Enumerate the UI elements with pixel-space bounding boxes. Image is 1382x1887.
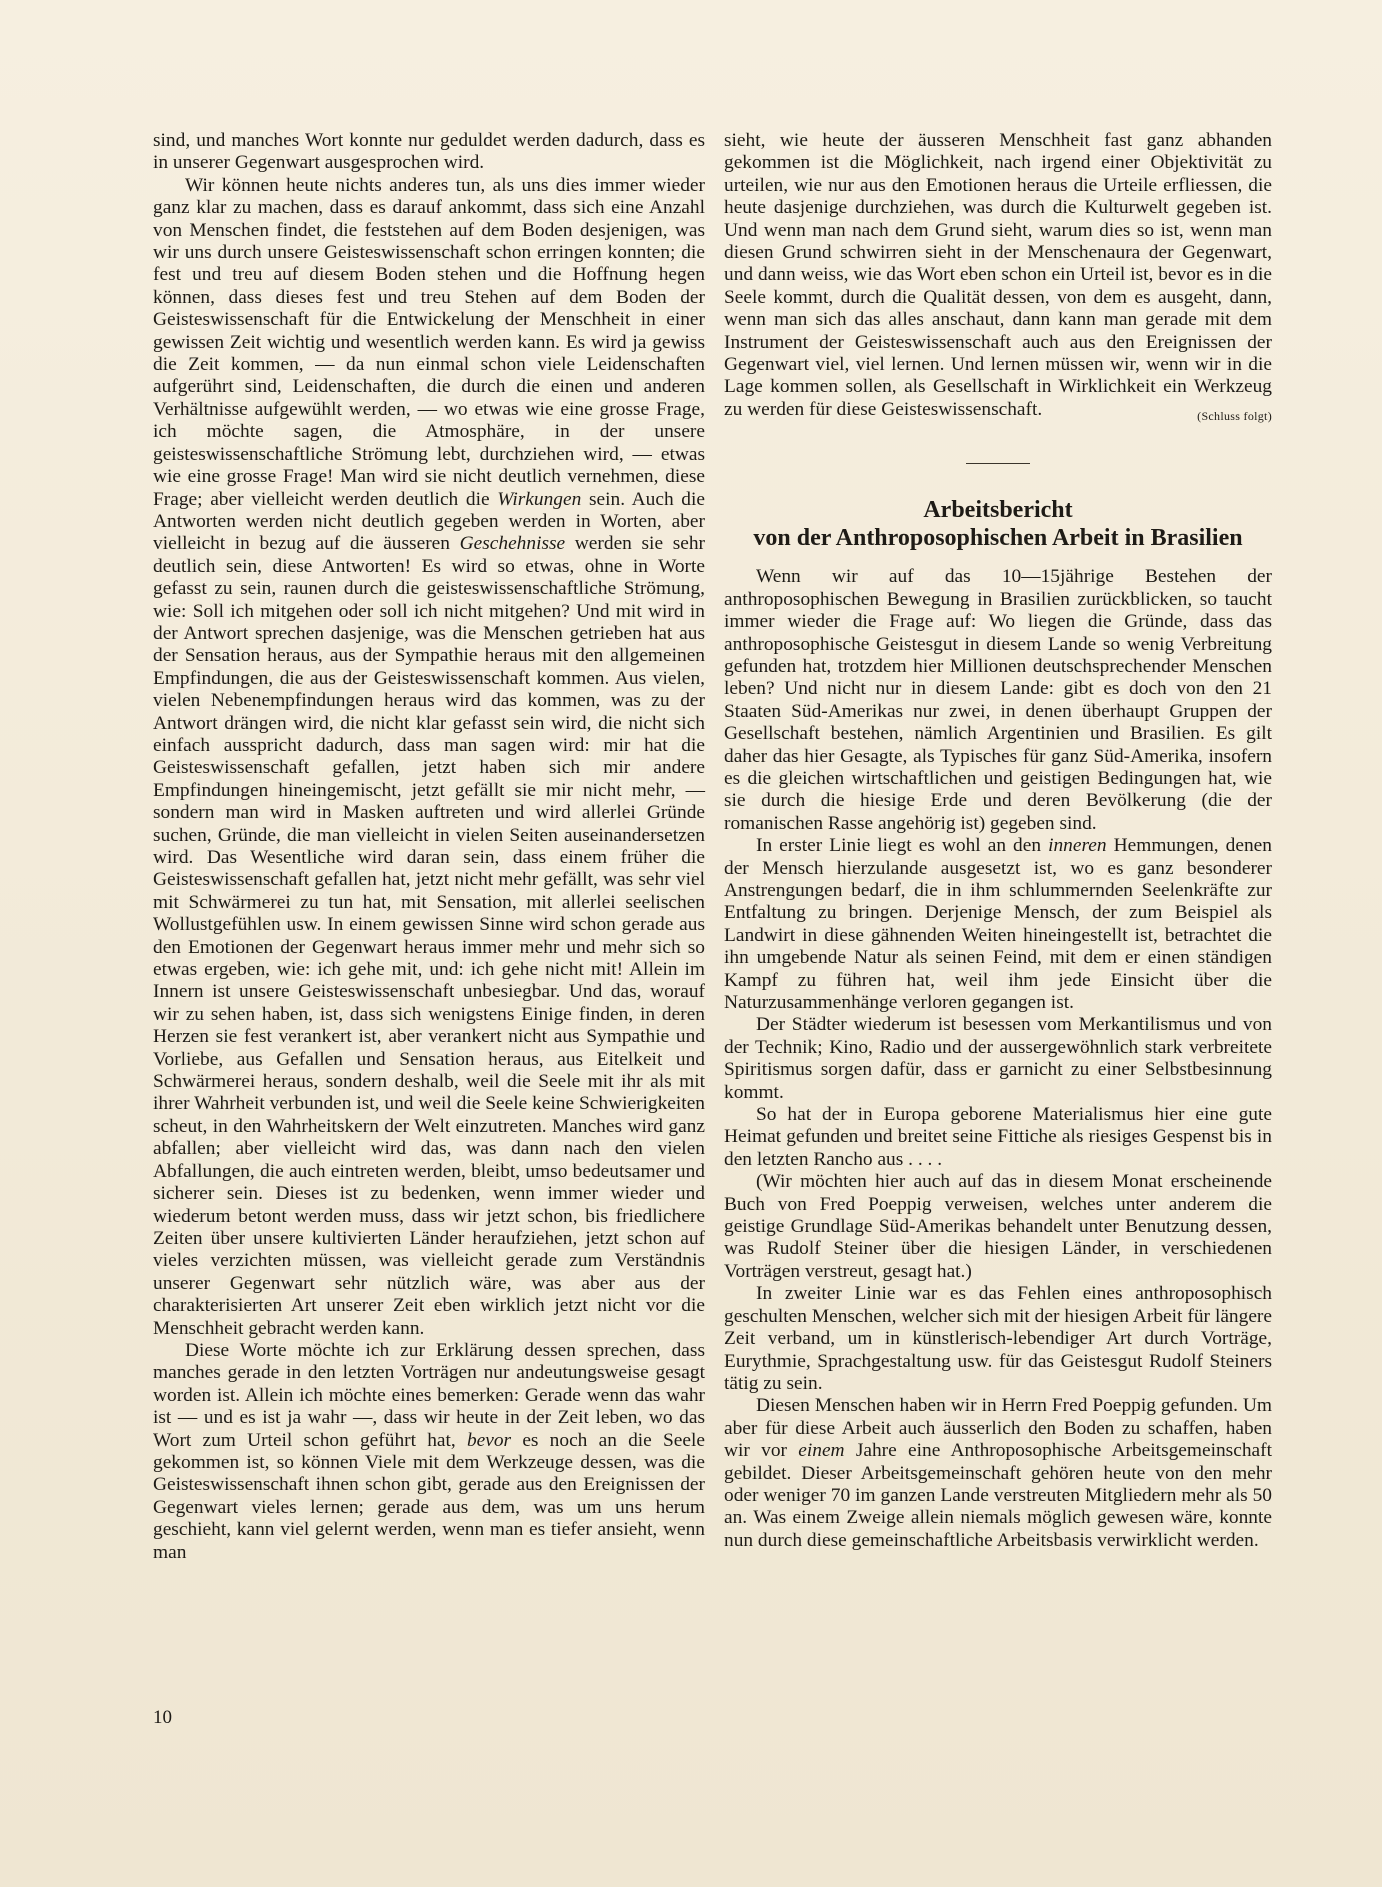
section-divider <box>966 463 1030 464</box>
article-paragraph-6: In zweiter Linie war es das Fehlen eines anthroposophisch geschulten Menschen, welcher sich mit der hiesigen Arbeit für längere Zeit verband, um in künstlerisch-lebendiger Art durch Vorträge, Eurythmie, Sprachgestaltung usw. für das Geistesgut Rudolf Steiners tätig zu sein. <box>724 1283 1272 1394</box>
left-paragraph-1: sind, und manches Wort konnte nur geduldet werden dadurch, dass es in unserer Gegenwart ausgesprochen wird. <box>153 130 705 174</box>
right-continuation-paragraph <box>724 130 1272 421</box>
left-paragraph-2: Wir können heute nichts anderes tun, als uns dies immer wieder ganz klar zu machen, dass es darauf ankommt, dass sich eine Anzahl von Menschen findet, die feststehen auf dem Boden desjenigen, was wir uns durch unsere Geisteswissenschaft schon erringen konnten; die fest und treu auf diesem Boden stehen und die Hoffnung hegen können, dass dieses fest und treu Stehen auf dem Boden der Geisteswissenschaft für die Entwickelung der Menschheit in einer gewissen Zeit wichtig und wesentlich werden kann. Es wird ja gewiss die Zeit kommen, — da nun einmal schon viele Leidenschaften aufgerührt sind, Leidenschaften, die durch die einen und anderen Verhältnisse aufgewühlt werden, — wo etwas wie eine grosse Frage, ich möchte sagen, die Atmosphäre, in der unsere geisteswissenschaftliche Strömung lebt, durchziehen wird, — etwas wie eine grosse Frage! Man wird sie nicht deutlich vernehmen, diese Frage; aber vielleicht werden deutlich die Wirkungen sein. Auch die Antworten werden nicht deutlich gegeben werden in Worten, aber vielleicht in bezug auf die äusseren Geschehnisse werden sie sehr deutlich sein, diese Antworten! Es wird so etwas, ohne in Worte gefasst zu sein, raunen durch die geisteswissenschaftliche Strömung, wie: Soll ich mitgehen oder soll ich nicht mitgehen? Und mit wird in der Antwort sprechen dasjenige, was die Menschen getrieben hat aus der Sensation heraus, aus der Sympathie heraus mit den allgemeinen Empfindungen, die aus der Geisteswissenschaft kommen. Aus vielen, vielen Nebenempfindungen heraus wird das kommen, was zu der Antwort drängen wird, die nicht klar gefasst sein wird, die nicht sich einfach ausspricht dadurch, dass man sagen wird: mir hat die Geisteswissenschaft gefallen, jetzt haben sich mir andere Empfindungen hineingemischt, jetzt gefällt sie mir nicht mehr, — sondern man wird in Masken auftreten und wird allerlei Gründe suchen, Gründe, die man vielleicht in vielen Seiten auseinandersetzen wird. Das Wesentliche wird daran sein, dass einem früher die Geisteswissenschaft gefallen hat, jetzt nicht mehr gefällt, was sehr viel mit Schwärmerei zu tun hat, mit Sensation, mit allerlei seelischen Wollustgefühlen usw. In einem gewissen Sinne wird schon gerade aus den Emotionen der Gegenwart heraus immer mehr und mehr sich so etwas ergeben, wie: ich gehe mit, und: ich gehe nicht mit! Allein im Innern ist unsere Geisteswissenschaft unbesiegbar. Und das, worauf wir zu sehen haben, ist, dass sich wenigstens Einige finden, in deren Herzen sie fest verankert ist, aber verankert nicht aus Sympathie und Vorliebe, aus Gefallen und Sensation heraus, aus Eitelkeit und Schwärmerei heraus, sondern deshalb, weil die Seele mit ihr als mit ihrer Wahrheit verbunden ist, und weil die Seele keine Schwierigkeiten scheut, in den Wahrheitskern der Welt einzutreten. Manches wird ganz abfallen; aber vielleicht wird das, was dann nach den vielen Abfallungen, die auch eintreten werden, bleibt, umso bedeutsamer und sicherer sein. Dieses ist zu bedenken, wenn immer wieder und wiederum betont werden muss, dass wir jetzt schon, bis friedlichere Zeiten über unsere kultivierten Länder heraufziehen, jetzt schon auf vieles verzichten müssen, was vielleicht gerade zum Verständnis unserer Gegenwart sehr nützlich wäre, was aber aus der charakterisierten Art unserer Zeit eben wirklich jetzt nicht vor die Menschheit gebracht werden kann. <box>153 174 706 1339</box>
left-paragraph-3: Diese Worte möchte ich zur Erklärung dessen sprechen, dass manches gerade in den letzten Vorträgen nur andeutungsweise gesagt worden ist. Allein ich möchte eines bemerken: Gerade wenn das wahr ist — und es ist ja wahr —, dass wir heute in der Zeit leben, wo das Wort zum Urteil schon geführt hat, bevor es noch an die Seele gekommen ist, so können Viele mit dem Werkzeuge dessen, was die Geisteswissenschaft ihnen schon gibt, gerade aus den Ereignissen der Gegenwart vieles lernen; gerade aus dem, was um uns herum geschieht, kann viel gelernt werden, wenn man es tiefer ansieht, wenn man <box>153 1339 705 1563</box>
article-title-line-2: von der Anthroposophischen Arbeit in Brasilien <box>753 525 1243 552</box>
left-column <box>153 130 705 1564</box>
continued-note: (Schluss folgt) <box>1197 408 1272 423</box>
article-heading <box>724 496 1272 552</box>
article-paragraph-4: So hat der in Europa geborene Materialismus hier eine gute Heimat gefunden und breitet seine Fittiche als riesiges Gespenst bis in den letzten Rancho aus . . . . <box>724 1104 1272 1170</box>
page-number: 10 <box>153 1707 172 1728</box>
article-paragraph-1: Wenn wir auf das 10—15jährige Bestehen der anthroposophischen Bewegung in Brasilien zurückblicken, so taucht immer wieder die Frage auf: Wo liegen die Gründe, dass das anthroposophische Geistesgut in diesem Lande so wenig Verbreitung gefunden hat, trotzdem hier Millionen deutschsprechender Menschen leben? Und nicht nur in diesem Lande: gibt es doch von den 21 Staaten Süd-Amerikas nur zwei, in denen überhaupt Gruppen der Gesellschaft bestehen, nämlich Argentinien und Brasilien. Es gilt daher das hier Gesagte, als Typisches für ganz Süd-Amerika, insofern es die gleichen wirtschaftlichen und geistigen Bedingungen hat, wie sie durch die hiesige Erde und deren Bevölkerung (die der romanischen Rasse angehörig ist) gegeben sind. <box>724 566 1272 834</box>
article-paragraph-2: In erster Linie liegt es wohl an den inneren Hemmungen, denen der Mensch hierzulande ausgesetzt ist, wo es ganz besonderer Anstrengungen bedarf, die in ihm schlummernden Seelenkräfte zur Entfaltung zu bringen. Derjenige Mensch, der zum Beispiel als Landwirt in diese gähnenden Weiten hineingestellt ist, betrachtet die ihn umgebende Natur als seinen Feind, mit dem er einen ständigen Kampf zu führen hat, weil ihm jede Einsicht über die Naturzusammenhänge verloren gegangen ist. <box>724 835 1272 1013</box>
article-title-line-1: Arbeitsbericht <box>923 497 1073 524</box>
right-column <box>724 130 1272 1552</box>
article-paragraph-3: Der Städter wiederum ist besessen vom Merkantilismus und von der Technik; Kino, Radio und der aussergewöhnlich stark verbreitete Spiritismus sorgen dafür, dass er garnicht zu einer Selbstbesinnung kommt. <box>724 1014 1272 1103</box>
article-paragraph-5: (Wir möchten hier auch auf das in diesem Monat erscheinende Buch von Fred Poeppig verweisen, welches unter anderem die geistige Grundlage Süd-Amerikas behandelt unter Benutzung dessen, was Rudolf Steiner über die hiesigen Länder, in verschiedenen Vorträgen verstreut, gesagt hat.) <box>724 1171 1272 1282</box>
article-paragraph-7: Diesen Menschen haben wir in Herrn Fred Poeppig gefunden. Um aber für diese Arbeit auch äusserlich den Boden zu schaffen, haben wir vor einem Jahre eine Anthroposophische Arbeitsgemeinschaft gebildet. Dieser Arbeitsgemeinschaft gehören heute von den mehr oder weniger 70 im ganzen Lande verstreuten Mitgliedern mehr als 50 an. Was einem Zweige allein niemals möglich gewesen wäre, konnte nun durch diese gemeinschaftliche Arbeitsbasis verwirklicht werden. <box>724 1395 1272 1551</box>
right-continuation-text: sieht, wie heute der äusseren Menschheit fast ganz abhanden gekommen ist die Möglichkeit, nach irgend einer Objektivität zu urteilen, wie nur aus den Emotionen heraus die Urteile erfliessen, die heute dasjenige durchziehen, was durch die Kulturwelt gegeben ist. Und wenn man nach dem Grund sieht, warum dies so ist, wenn man diesen Grund schwirren sieht in der Menschenaura der Gegenwart, und dann weiss, wie das Wort eben schon ein Urteil ist, bevor es in die Seele kommt, durch die Qualität dessen, von dem es ausgeht, dann, wenn man sich das alles anschaut, dann kann man gerade mit dem Instrument der Geisteswissenschaft auch aus den Ereignissen der Gegenwart viel, viel lernen. Und lernen müssen wir, wenn wir in die Lage kommen sollen, als Gesellschaft in Wirklichkeit ein Werkzeug zu werden für diese Geisteswissenschaft. <box>724 130 1272 420</box>
